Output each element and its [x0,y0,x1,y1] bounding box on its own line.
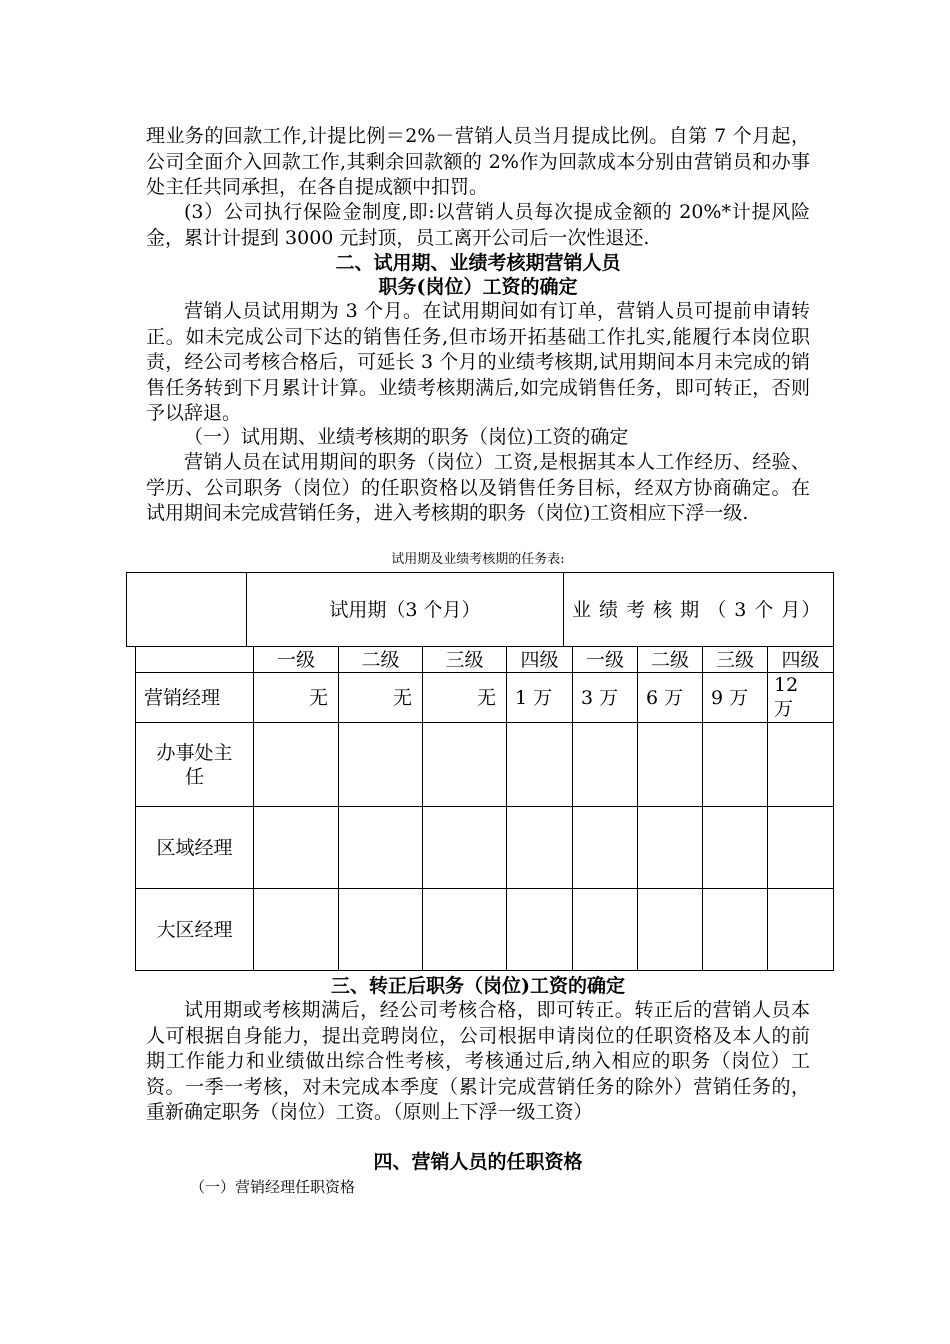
task-table [135,646,834,971]
task-cell [339,807,423,889]
task-cell [507,889,573,971]
role-cell: 大区经理 [136,889,254,971]
task-cell [339,889,423,971]
task-cell: 1 万 [507,673,573,723]
level-cell: 三级 [423,647,507,673]
level-cell: 二级 [638,647,703,673]
task-cell: 无 [423,673,507,723]
level-cell: 四级 [768,647,834,673]
header-performance-period: 业 绩 考 核 期 （ 3 个 月） [564,573,834,647]
paragraph-subsection-1: （一）试用期、业绩考核期的职务（岗位)工资的确定 [184,426,629,448]
table-row-levels [136,647,834,673]
table-row [136,723,834,807]
task-cell [507,723,573,807]
role-cell: 营销经理 [136,673,254,723]
task-cell [703,723,768,807]
task-cell [638,807,703,889]
level-cell: 一级 [254,647,339,673]
task-cell [507,807,573,889]
table-row [136,673,834,723]
section-heading-2-line2: 职务(岗位）工资的确定 [378,276,578,298]
task-cell: 12 万 [768,673,834,723]
task-cell [573,889,638,971]
table-caption: 试用期及业绩考核期的任务表: [391,552,565,567]
task-cell [768,889,834,971]
level-empty-cell [136,647,254,673]
task-cell: 无 [339,673,423,723]
task-cell: 6 万 [638,673,703,723]
task-cell [573,807,638,889]
task-cell [703,807,768,889]
task-cell: 无 [254,673,339,723]
task-cell [254,889,339,971]
role-cell: 办事处主任 [136,723,254,807]
paragraph-confirmation: 试用期或考核期满后，经公司考核合格，即可转正。转正后的营销人员本人可根据自身能力，提出竞聘岗位，公司根据申请岗位的任职资格及本人的前期工作能力和业绩做出综合性考核，考核通过后,纳入相应的职务（岗位）工资。一季一考核，对未完成本季度（累计完成营销任务的除外）营销任务的，重新确定职务（岗位）工资。（原则上下浮一级工资） [146,999,810,1123]
paragraph-repayment: 理业务的回款工作,计提比例＝2%－营销人员当月提成比例。自第 7 个月起，公司全面介入回款工作,其剩余回款额的 2%作为回款成本分别由营销员和办事处主任共同承担，在各自提成额中扣罚。 [146,125,810,198]
section-heading-2-line1: 二、试用期、业绩考核期营销人员 [335,252,621,274]
level-cell: 二级 [339,647,423,673]
task-cell [768,807,834,889]
level-cell: 三级 [703,647,768,673]
header-empty-cell [127,573,247,647]
table-row [136,807,834,889]
task-cell [339,723,423,807]
paragraph-trial-salary: 营销人员在试用期间的职务（岗位）工资,是根据其本人工作经历、经验、学历、公司职务（岗位）的任职资格以及销售任务目标，经双方协商确定。在试用期间未完成营销任务，进入考核期的职务（岗位)工资相应下浮一级. [146,451,810,524]
role-cell: 区域经理 [136,807,254,889]
paragraph-insurance: (3）公司执行保险金制度,即:以营销人员每次提成金额的 20%*计提风险金，累计计提到 3000 元封顶，员工离开公司后一次性退还. [146,201,810,249]
task-cell: 3 万 [573,673,638,723]
task-cell [423,889,507,971]
level-cell: 四级 [507,647,573,673]
task-cell [423,807,507,889]
subsection-manager-qualification: （一）营销经理任职资格 [190,1178,356,1196]
section-heading-4: 四、营销人员的任职资格 [373,1151,583,1173]
task-cell [254,723,339,807]
task-cell [703,889,768,971]
level-cell: 一级 [573,647,638,673]
task-cell [423,723,507,807]
task-cell [573,723,638,807]
task-cell [254,807,339,889]
task-table-header [126,572,834,647]
task-cell: 9 万 [703,673,768,723]
header-trial-period: 试用期（3 个月） [247,573,564,647]
section-heading-3: 三、转正后职务（岗位)工资的确定 [331,975,625,997]
paragraph-trial-period: 营销人员试用期为 3 个月。在试用期间如有订单，营销人员可提前申请转正。如未完成公司下达的销售任务,但市场开拓基础工作扎实,能履行本岗位职责，经公司考核合格后，可延长 3 个月的业绩考核期,试用期间本月未完成的销售任务转到下月累计计算。业绩考核期满后,如完成销售任务，即可转正，否则予以辞退。 [146,300,810,424]
task-cell [768,723,834,807]
task-cell [638,723,703,807]
table-row [136,889,834,971]
task-cell [638,889,703,971]
